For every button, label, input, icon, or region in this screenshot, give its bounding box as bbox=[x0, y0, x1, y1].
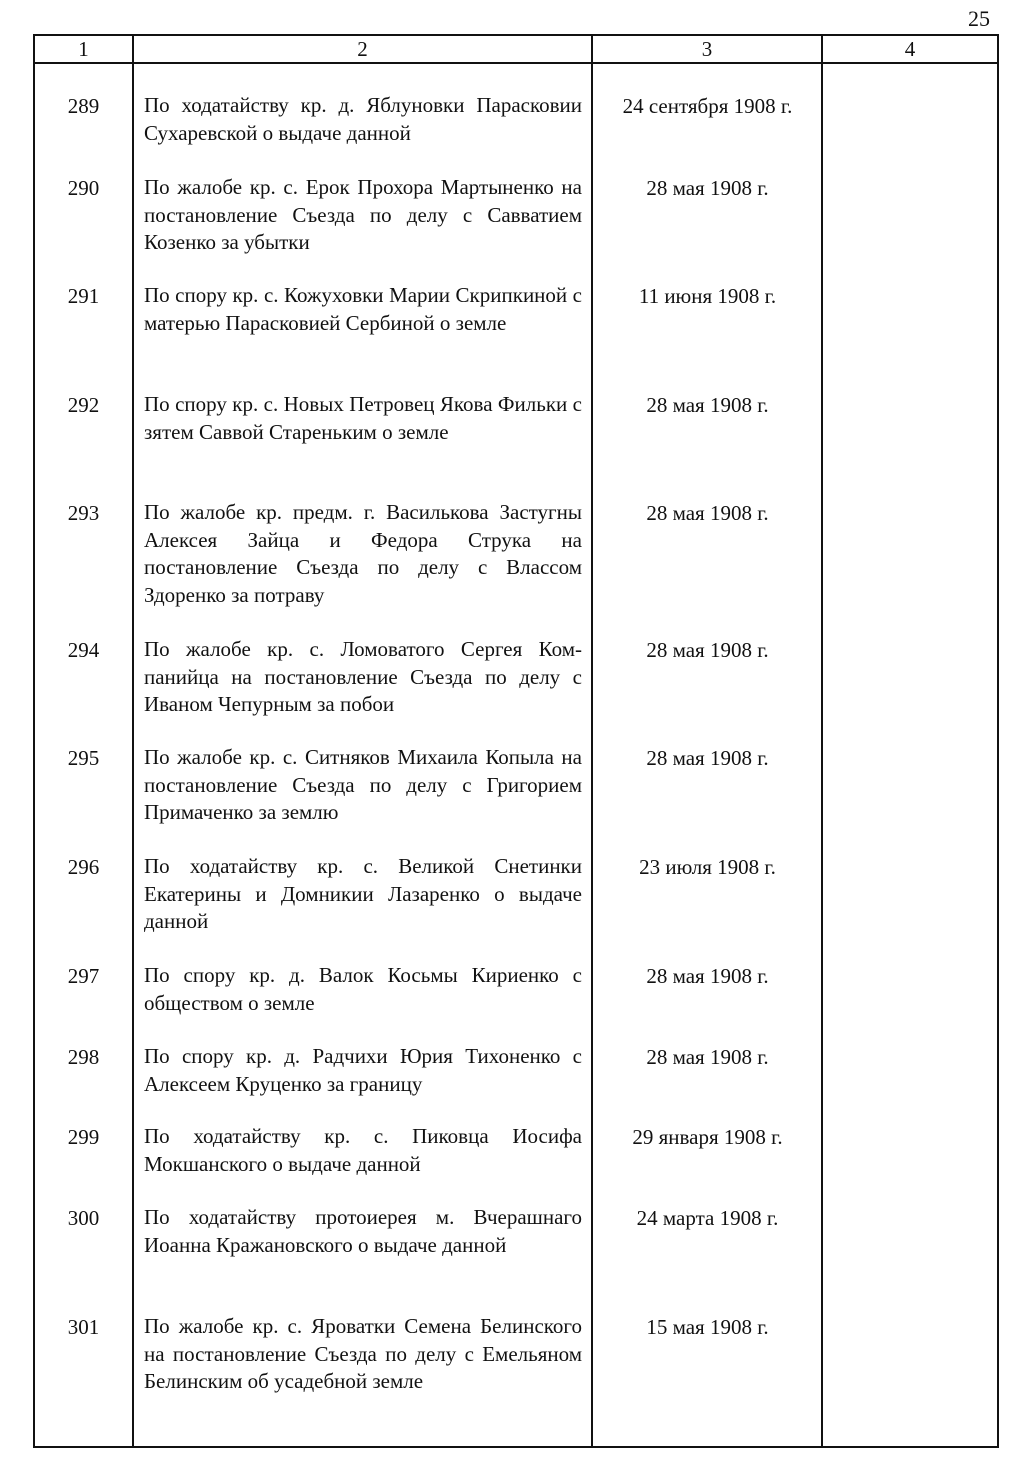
case-number: 291 bbox=[67, 284, 100, 308]
case-description: По спору кр. д. Валок Косьмы Кириенко с обществом о земле bbox=[144, 963, 582, 1015]
case-description: По жалобе кр. с. Яроватки Семена Белинского на постановление Съезда по делу с Емельяном Белинским об усадебной земле bbox=[144, 1314, 582, 1393]
column-header-4: 4 bbox=[904, 37, 916, 61]
case-number: 297 bbox=[67, 964, 100, 988]
page-number: 25 bbox=[968, 6, 990, 31]
column-divider bbox=[821, 36, 823, 1446]
case-number: 290 bbox=[67, 176, 100, 200]
case-date: 28 мая 1908 г. bbox=[646, 638, 769, 662]
register-table bbox=[33, 34, 999, 1448]
case-date: 28 мая 1908 г. bbox=[646, 1045, 769, 1069]
case-date: 23 июля 1908 г. bbox=[639, 855, 776, 879]
case-number: 296 bbox=[67, 855, 100, 879]
column-header-1: 1 bbox=[78, 37, 89, 61]
case-number: 299 bbox=[67, 1125, 100, 1149]
case-number: 294 bbox=[67, 638, 100, 662]
case-description: По ходатайству кр. с. Великой Снетинки Екатерины и Домникии Лазаренко о выдаче данной bbox=[144, 854, 582, 933]
case-description: По ходатайству кр. с. Пиковца Иосифа Мокшанского о выдаче данной bbox=[144, 1124, 582, 1176]
case-date: 15 мая 1908 г. bbox=[646, 1315, 769, 1339]
case-description: По ходатайству кр. д. Яблуновки Парасковии Сухаревской о выдаче данной bbox=[144, 93, 582, 145]
case-date: 28 мая 1908 г. bbox=[646, 501, 769, 525]
column-header-3: 3 bbox=[701, 37, 713, 61]
column-divider bbox=[132, 36, 134, 1446]
case-description: По жалобе кр. с. Ломоватого Сергея Компанийца на постановление Съезда по делу с Иваном Чепурным за побои bbox=[144, 637, 582, 716]
case-date: 28 мая 1908 г. bbox=[646, 393, 769, 417]
case-description: По спору кр. с. Кожуховки Марии Скрипкиной с матерью Парасковией Сербиной о земле bbox=[144, 283, 582, 335]
case-date: 24 марта 1908 г. bbox=[636, 1206, 779, 1230]
case-number: 298 bbox=[67, 1045, 100, 1069]
case-date: 29 января 1908 г. bbox=[632, 1125, 783, 1149]
case-date: 28 мая 1908 г. bbox=[646, 746, 769, 770]
column-header-2: 2 bbox=[357, 37, 368, 61]
case-description: По ходатайству протоиерея м. Вчерашнаго Иоанна Кражановского о выдаче данной bbox=[144, 1205, 582, 1257]
case-description: По жалобе кр. с. Ерок Прохора Мартыненко на постановление Съезда по делу с Савватием Козенко за убытки bbox=[144, 175, 582, 254]
case-date: 28 мая 1908 г. bbox=[646, 964, 769, 988]
header-divider bbox=[35, 62, 997, 64]
case-description: По жалобе кр. с. Ситняков Михаила Копыла на постановление Съезда по делу с Григорием Примаченко за землю bbox=[144, 745, 582, 824]
case-number: 293 bbox=[67, 501, 100, 525]
case-date: 24 сентября 1908 г. bbox=[622, 94, 793, 118]
case-date: 11 июня 1908 г. bbox=[638, 284, 777, 308]
case-number: 289 bbox=[67, 94, 100, 118]
case-number: 301 bbox=[67, 1315, 100, 1339]
case-number: 295 bbox=[67, 746, 100, 770]
column-divider bbox=[591, 36, 593, 1446]
case-date: 28 мая 1908 г. bbox=[646, 176, 769, 200]
case-description: По спору кр. с. Новых Петровец Якова Фильки с зятем Саввой Стареньким о земле bbox=[144, 392, 582, 444]
case-number: 292 bbox=[67, 393, 100, 417]
case-description: По жалобе кр. предм. г. Василькова Застугны Алексея Зайца и Федора Струка на постановление Съезда по делу с Влассом Здоренко за потраву bbox=[144, 500, 582, 607]
case-number: 300 bbox=[67, 1206, 100, 1230]
case-description: По спору кр. д. Радчихи Юрия Тихоненко с Алексеем Круценко за границу bbox=[144, 1044, 582, 1096]
